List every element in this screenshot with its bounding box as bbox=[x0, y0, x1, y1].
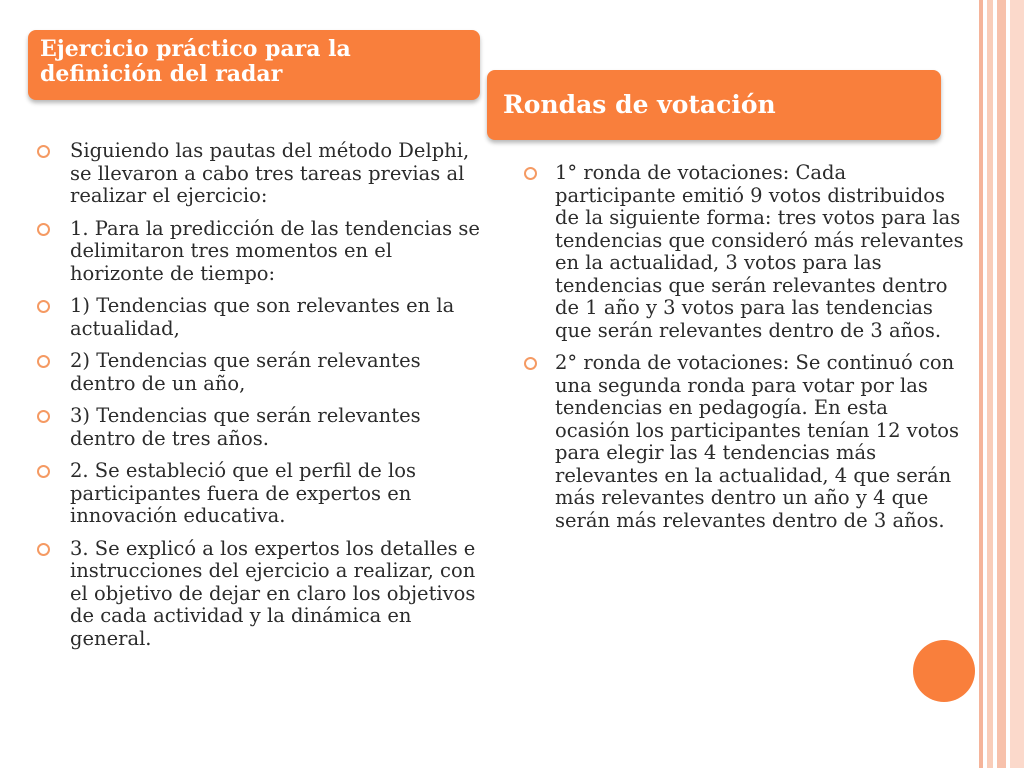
list-item-text: Siguiendo las pautas del método Delphi, se llevaron a cabo tres tareas previas al realizar el ejercicio: bbox=[70, 139, 470, 207]
left-header-line-2: definición del radar bbox=[40, 61, 283, 87]
list-item-text: 3. Se explicó a los expertos los detalles e instrucciones del ejercicio a realizar, con el objetivo de dejar en claro los objetivos de cada actividad y la dinámica en general. bbox=[70, 536, 476, 650]
ring-bullet-icon bbox=[37, 355, 50, 368]
orange-circle-decoration bbox=[913, 640, 975, 702]
right-section-header bbox=[487, 70, 941, 140]
ring-bullet-icon bbox=[37, 543, 50, 556]
list-item bbox=[36, 538, 486, 651]
list-item bbox=[523, 162, 968, 342]
list-item-text: 3) Tendencias que serán relevantes dentro de tres años. bbox=[70, 404, 421, 450]
list-item bbox=[36, 140, 486, 208]
list-item-text: 2) Tendencias que serán relevantes dentro de un año, bbox=[70, 349, 421, 395]
list-item-text: 1) Tendencias que son relevantes en la actualidad, bbox=[70, 294, 455, 340]
list-item-text: 2° ronda de votaciones: Se continuó con una segunda ronda para votar por las tendencias en pedagogía. En esta ocasión los participantes tenían 12 votos para elegir las 4 tendencias más relevantes en la actualidad, 4 que serán más relevantes dentro un año y 4 que serán más relevantes dentro de 3 años. bbox=[555, 351, 960, 532]
list-item-text: 2. Se estableció que el perfil de los participantes fuera de expertos en innovación educativa. bbox=[70, 459, 417, 527]
list-item bbox=[36, 218, 486, 286]
list-item bbox=[36, 295, 486, 340]
decorative-stripe bbox=[1010, 0, 1024, 768]
list-item-text: 1° ronda de votaciones: Cada participante emitió 9 votos distribuidos de la siguiente forma: tres votos para las tendencias que consideró más relevantes en la actualidad, 3 votos para las tendencias que serán relevantes dentro de 1 año y 3 votos para las tendencias que serán relevantes dentro de 3 años. bbox=[555, 161, 964, 342]
decorative-stripe bbox=[979, 0, 983, 768]
ring-bullet-icon bbox=[37, 465, 50, 478]
left-header-line-1: Ejercicio práctico para la bbox=[40, 36, 351, 62]
list-item bbox=[36, 350, 486, 395]
ring-bullet-icon bbox=[524, 167, 537, 180]
list-item bbox=[523, 352, 968, 532]
decorative-stripe bbox=[987, 0, 993, 768]
ring-bullet-icon bbox=[37, 145, 50, 158]
right-bullet-list bbox=[523, 162, 968, 542]
list-item bbox=[36, 405, 486, 450]
ring-bullet-icon bbox=[37, 223, 50, 236]
decorative-stripe bbox=[997, 0, 1006, 768]
ring-bullet-icon bbox=[37, 300, 50, 313]
list-item bbox=[36, 460, 486, 528]
right-header-title: Rondas de votación bbox=[503, 90, 776, 119]
ring-bullet-icon bbox=[37, 410, 50, 423]
ring-bullet-icon bbox=[524, 357, 537, 370]
left-section-header bbox=[28, 30, 480, 100]
left-bullet-list bbox=[36, 140, 486, 660]
list-item-text: 1. Para la predicción de las tendencias se delimitaron tres momentos en el horizonte de tiempo: bbox=[70, 216, 480, 285]
